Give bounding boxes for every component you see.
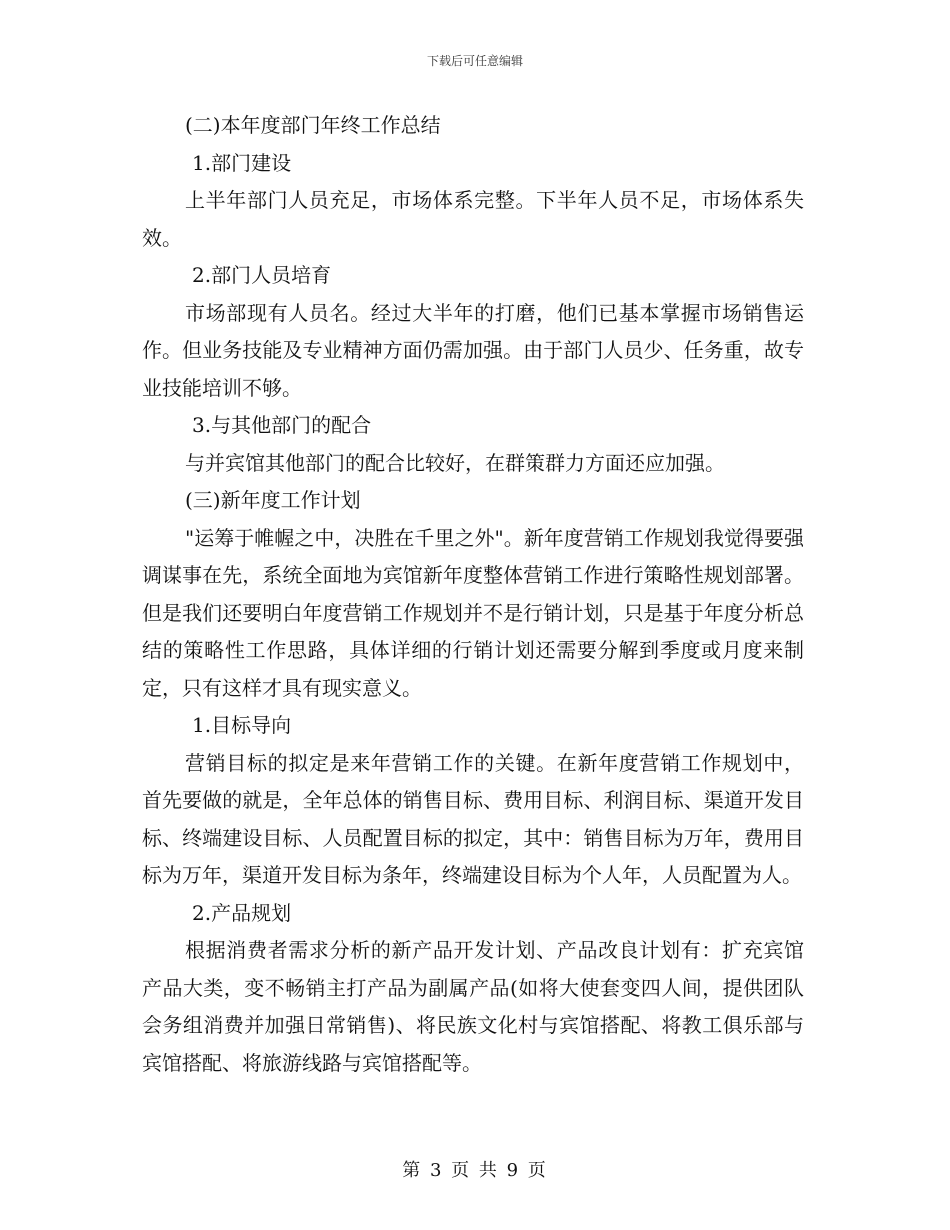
page-number-footer: 第 3 页 共 9 页 bbox=[402, 1160, 548, 1181]
body-paragraph: 上半年部门人员充足，市场体系完整。下半年人员不足，市场体系失效。 bbox=[142, 188, 804, 250]
body-paragraph: 与并宾馆其他部门的配合比较好，在群策群力方面还应加强。 bbox=[185, 450, 725, 475]
subsection-heading: 2.产品规划 bbox=[192, 900, 292, 925]
document-body bbox=[142, 107, 804, 1082]
subsection-heading: 1.目标导向 bbox=[192, 713, 292, 737]
page-header: 下载后可任意编辑 bbox=[426, 54, 523, 68]
subsection-heading: 3.与其他部门的配合 bbox=[192, 413, 372, 437]
body-paragraph: 根据消费者需求分析的新产品开发计划、产品改良计划有：扩充宾馆产品大类，变不畅销主打产品为副属产品(如将大使套变四人间，提供团队会务组消费并加强日常销售)、将民族文化村与宾馆搭配、将教工俱乐部与宾馆搭配、将旅游线路与宾馆搭配等。 bbox=[142, 938, 804, 1075]
body-paragraph: 市场部现有人员名。经过大半年的打磨，他们已基本掌握市场销售运作。但业务技能及专业精神方面仍需加强。由于部门人员少、任务重，故专业技能培训不够。 bbox=[142, 300, 804, 400]
body-paragraph: 营销目标的拟定是来年营销工作的关键。在新年度营销工作规划中，首先要做的就是，全年总体的销售目标、费用目标、利润目标、渠道开发目标、终端建设目标、人员配置目标的拟定，其中：销售目标为万年，费用目标为万年，渠道开发目标为条年，终端建设目标为个人年，人员配置为人。 bbox=[142, 750, 804, 887]
subsection-heading: 1.部门建设 bbox=[192, 150, 292, 175]
body-paragraph: "运筹于帷幄之中，决胜在千里之外"。新年度营销工作规划我觉得要强调谋事在先，系统全面地为宾馆新年度整体营销工作进行策略性规划部署。但是我们还要明白年度营销工作规划并不是行销计划，只是基于年度分析总结的策略性工作思路，具体详细的行销计划还需要分解到季度或月度来制定，只有这样才具有现实意义。 bbox=[142, 525, 804, 700]
subsection-heading: 2.部门人员培育 bbox=[192, 263, 332, 287]
section-heading: (三)新年度工作计划 bbox=[185, 488, 361, 512]
section-heading: (二)本年度部门年终工作总结 bbox=[185, 113, 441, 137]
